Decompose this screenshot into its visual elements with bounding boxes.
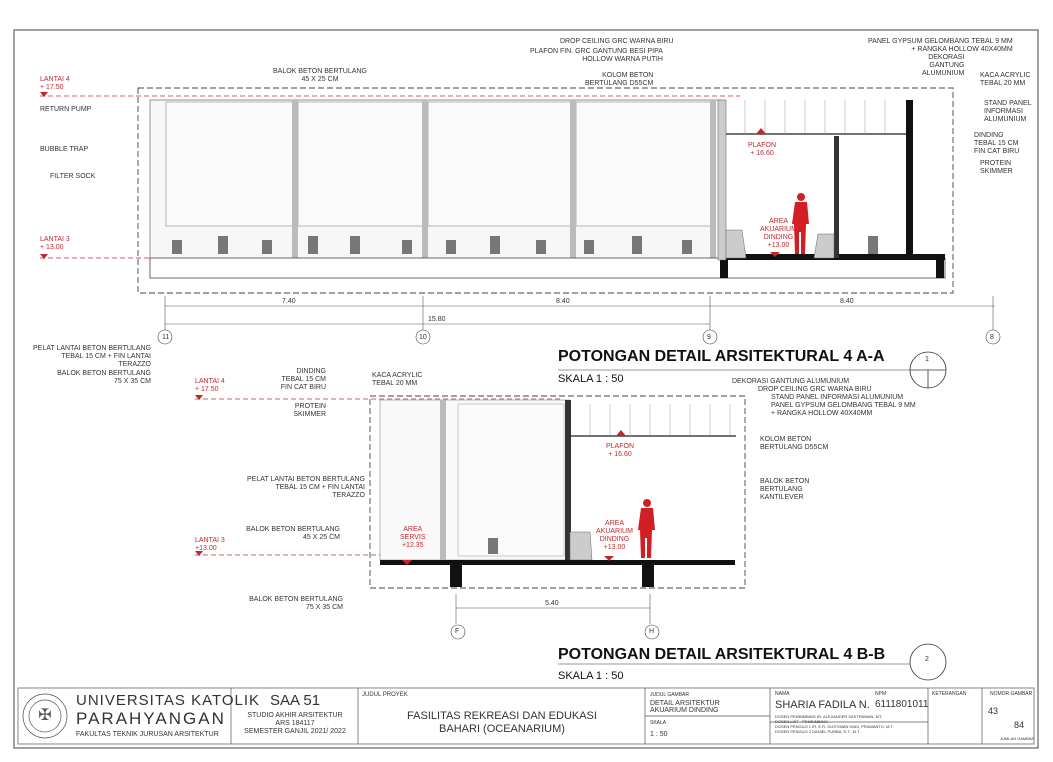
label-bubble-trap: BUBBLE TRAP xyxy=(40,146,89,153)
section-a-marker: 1 xyxy=(925,356,929,363)
label-stand-panel-a: STAND PANEL INFORMASI ALUMUNIUM xyxy=(984,100,1032,123)
sheet-total: 84 xyxy=(1014,720,1025,730)
label-drop-ceiling-b: DROP CEILING GRC WARNA BIRU xyxy=(758,386,872,393)
label-panel-b: PANEL GYPSUM GELOMBANG TEBAL 9 MM xyxy=(771,402,916,409)
university-name: UNIVERSITAS KATOLIK xyxy=(76,692,261,709)
total-label: JUMLAH GAMBAR xyxy=(1000,736,1035,741)
grid-10: 10 xyxy=(419,334,427,341)
label-kolom-a: KOLOM BETON BERTULANG D55CM xyxy=(585,72,654,87)
label-protein-a: PROTEIN SKIMMER xyxy=(980,160,1013,175)
label-balok-b-bottom: BALOK BETON BERTULANG 75 X 35 CM xyxy=(249,596,343,611)
label-balok-a: BALOK BETON BERTULANG 45 X 25 CM xyxy=(273,68,367,83)
section-b-title: POTONGAN DETAIL ARSITEKTURAL 4 B-B xyxy=(558,646,886,663)
label-balok-b: BALOK BETON BERTULANG 45 X 25 CM xyxy=(246,526,340,541)
course-code: SAA 51 xyxy=(270,692,321,709)
drawing-label: JUDUL GAMBAR xyxy=(650,692,689,698)
label-protein-b: PROTEIN SKIMMER xyxy=(293,403,326,418)
label-dekorasi-b: DEKORASI GANTUNG ALUMUNIUM xyxy=(732,378,850,385)
dim-a-total: 15.80 xyxy=(428,316,446,323)
label-kantilever-b: BALOK BETON BERTULANG KANTILEVER xyxy=(760,478,810,501)
label-filter-sock: FILTER SOCK xyxy=(50,173,96,180)
university-name-2: PARAHYANGAN xyxy=(76,709,226,728)
label-plafon-fin-a: PLAFON FIN. GRC GANTUNG BESI PIPA HOLLOW WARNA PUTIH xyxy=(530,48,663,63)
label-dekorasi-a: DEKORASI GANTUNG ALUMUNIUM xyxy=(922,54,965,77)
label-kaca-b: KACA ACRYLIC TEBAL 20 MM xyxy=(372,372,423,387)
scale-value: 1 : 50 xyxy=(650,731,668,738)
project-title: FASILITAS REKREASI DAN EDUKASI BAHARI (OCEANARIUM) xyxy=(407,710,597,735)
scale-label: SKALA xyxy=(650,720,667,726)
sheet-number: 43 xyxy=(988,706,999,716)
label-drop-ceiling-a: DROP CEILING GRC WARNA BIRU xyxy=(560,38,674,45)
label-plafon-b: PLAFON + 16.60 xyxy=(606,443,635,458)
section-b-scale: SKALA 1 : 50 xyxy=(558,670,624,682)
level-lantai3-a: LANTAI 3 + 13.00 xyxy=(40,236,70,251)
human-figure-b xyxy=(638,499,655,558)
label-stand-panel-b: STAND PANEL INFORMASI ALUMUNIUM xyxy=(771,394,904,401)
label-dinding-b: DINDING TEBAL 15 CM FIN CAT BIRU xyxy=(280,368,326,391)
level-lantai3-b: LANTAI 3 +13.00 xyxy=(195,537,225,552)
grid-f: F xyxy=(455,628,460,635)
label-return-pump: RETURN PUMP xyxy=(40,106,92,113)
label-dinding-a: DINDING TEBAL 15 CM FIN CAT BIRU xyxy=(974,132,1020,155)
grid-8: 8 xyxy=(990,334,994,341)
label-area-b: AREA AKUARIUM DINDING +13.00 xyxy=(596,520,633,551)
student-label: NAMA xyxy=(775,691,790,697)
section-a-drawing xyxy=(40,88,1000,388)
course-info: STUDIO AKHIR ARSITEKTUR ARS 184117 SEMESTER GANJIL 2021/ 2022 xyxy=(244,712,346,735)
section-b-marker: 2 xyxy=(925,656,929,663)
drawing-title: DETAIL ARSITEKTUR AKUARIUM DINDING xyxy=(650,700,720,714)
label-panel-a: PANEL GYPSUM GELOMBANG TEBAL 9 MM + RANGKA HOLLOW 40X40MM xyxy=(868,38,1013,53)
dim-b: 5.40 xyxy=(545,600,559,607)
keterangan-label: KETERANGAN xyxy=(932,691,967,697)
npm-label: NPM xyxy=(875,691,887,697)
grid-9: 9 xyxy=(707,334,711,341)
dim-a-1: 7.40 xyxy=(282,298,296,305)
label-kolom-b: KOLOM BETON BERTULANG D55CM xyxy=(760,436,829,451)
project-label: JUDUL PROYEK xyxy=(362,692,408,698)
grid-11: 11 xyxy=(162,334,170,341)
sheet-label: NOMOR GAMBAR xyxy=(990,691,1033,697)
grid-h: H xyxy=(649,628,655,635)
dim-a-2: 8.40 xyxy=(556,298,570,305)
npm-value: 6111801011 xyxy=(875,699,929,710)
university-seal-icon: ✠ xyxy=(38,707,52,724)
section-a-scale: SKALA 1 : 50 xyxy=(558,373,624,385)
label-area-servis-b: AREA SERVIS +12.35 xyxy=(400,526,426,549)
student-name: SHARIA FADILA N. xyxy=(775,699,870,711)
advisors: DOSEN PEMBIMBING IR. ALEXANDER SASTRAWAN, MT. DOSEN LIST - PEMBIMBING DOSEN PENGUJI 1 IR. E.R. GUSTIMAN HADI, PRAMANTO, M.T. DOSEN PENGUJI 2 DANIEL PURBA, S.T., M.T. xyxy=(775,714,894,734)
label-rangka-b: + RANGKA HOLLOW 40X40MM xyxy=(771,410,873,417)
label-pelat-a: PELAT LANTAI BETON BERTULANG TEBAL 15 CM + FIN LANTAI TERAZZO xyxy=(33,345,151,368)
level-lantai4-a: LANTAI 4 + 17.50 xyxy=(40,76,70,91)
section-a-title: POTONGAN DETAIL ARSITEKTURAL 4 A-A xyxy=(558,348,885,365)
label-area-a: AREA AKUARIUM DINDING +13.00 xyxy=(760,218,797,249)
faculty-name: FAKULTAS TEKNIK JURUSAN ARSITEKTUR xyxy=(76,731,219,738)
level-lantai4-b: LANTAI 4 + 17.50 xyxy=(195,378,225,393)
dim-a-3: 8.40 xyxy=(840,298,854,305)
label-kaca-a: KACA ACRYLIC TEBAL 20 MM xyxy=(980,72,1031,87)
label-pelat-b: PELAT LANTAI BETON BERTULANG TEBAL 15 CM + FIN LANTAI TERAZZO xyxy=(247,476,365,499)
label-plafon-a: PLAFON + 16.60 xyxy=(748,142,777,157)
label-balok-a-bottom: BALOK BETON BERTULANG 75 X 35 CM xyxy=(57,370,151,385)
